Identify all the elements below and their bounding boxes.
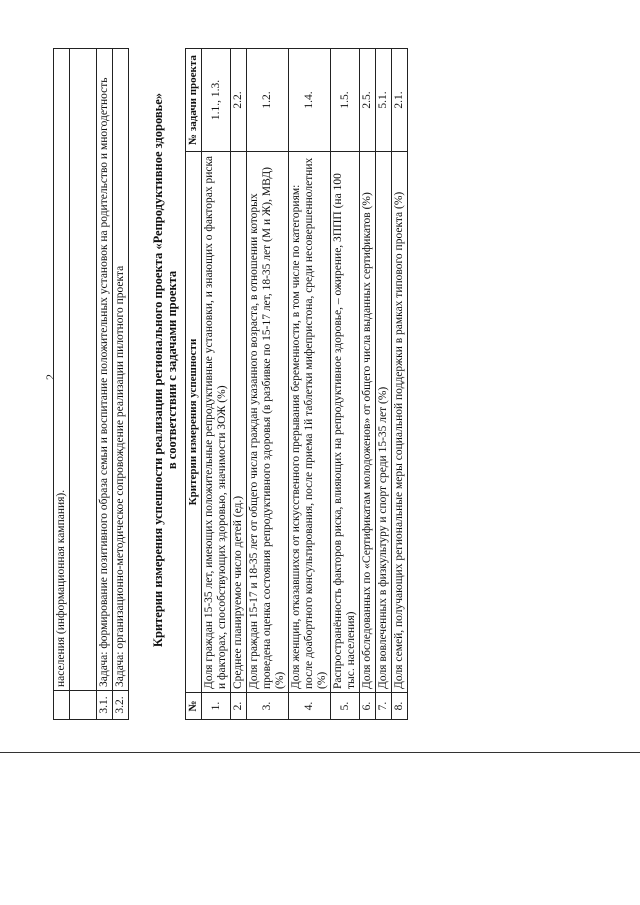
task-cell: 5.1. (376, 49, 392, 152)
criteria-cell: Распространённость факторов риска, влияющих на репродуктивное здоровье, – ожирение, ЗППП (на 100 тыс. населения) (331, 152, 360, 693)
task-cell: 1.1., 1.3. (202, 49, 231, 152)
table-row: 7. Доля вовлеченных в физкультуру и спорт среди 15-35 лет (%) 5.1. (376, 49, 392, 720)
table-row (54, 49, 70, 720)
criteria-cell: Доля семей, получающих региональные меры социальной поддержки в рамках типового проекта (%) (392, 152, 408, 693)
criteria-cell: Доля женщин, отказавшихся от искусственного прерывания беременности, в том числе по категориям: после доабортного консультирования, после приема 1й таблетки мифепристона, среди несовершеннолетних (%) (289, 152, 331, 693)
criteria-cell: Доля граждан 15-35 лет, имеющих положительные репродуктивные установки, и знающих о факторах риска и факторах, способствующих здоровью, значимости ЗОЖ (%) (202, 152, 231, 693)
page-number: 2 (43, 374, 57, 380)
task-text: Задача: формирование позитивного образа семьи и воспитание положительных установок на родительство и многодетность (97, 49, 113, 691)
table-row: 5. Распространённость факторов риска, влияющих на репродуктивное здоровье, – ожирение, ЗППП (на 100 тыс. населения) 1.5. (331, 49, 360, 720)
task-text: Задача: организационно-методическое сопровождение реализации пилотного проекта (113, 49, 129, 691)
table-row (70, 49, 97, 720)
criteria-cell: Среднее планируемое число детей (ед.) (231, 152, 247, 693)
criteria-table (185, 48, 408, 720)
table-row: 1. Доля граждан 15-35 лет, имеющих положительные репродуктивные установки, и знающих о факторах риска и факторах, способствующих здоровью, значимости ЗОЖ (%) 1.1., 1.3. (202, 49, 231, 720)
table-row: 6. Доля обследованных по «Сертификатам молодоженов» от общего числа выданных сертификатов (%) 2.5. (360, 49, 376, 720)
task-cell: 2.1. (392, 49, 408, 152)
table-row: 4. Доля женщин, отказавшихся от искусственного прерывания беременности, в том числе по категориям: после доабортного консультирования, после приема 1й таблетки мифепристона, среди несовершеннолетних (%) 1.4. (289, 49, 331, 720)
table-row: 3. Доля граждан 15-17 и 18-35 лет от общего числа граждан указанного возраста, в отношении которых проведена оценка состояния репродуктивного здоровья (в разбивке по 15-17 лет, 18-35 лет (М и Ж), МВД) (%) 1.2. (247, 49, 289, 720)
criteria-cell: Доля граждан 15-17 и 18-35 лет от общего числа граждан указанного возраста, в отношении которых проведена оценка состояния репродуктивного здоровья (в разбивке по 15-17 лет, 18-35 лет (М и Ж), МВД) (%) (247, 152, 289, 693)
col-num-header: № (186, 693, 202, 720)
table-header-row (186, 49, 202, 720)
rotated-page (45, 10, 615, 730)
table-cell (70, 49, 97, 691)
task-cell: 1.4. (289, 49, 331, 152)
section-heading: Критерии измерения успешности реализации регионального проекта «Репродуктивное здоровье» (151, 92, 165, 648)
section-subheading: в соответствии с задачами проекта (165, 270, 179, 470)
table-row: 8. Доля семей, получающих региональные меры социальной поддержки в рамках типового проекта (%) 2.1. (392, 49, 408, 720)
criteria-cell: Доля вовлеченных в физкультуру и спорт среди 15-35 лет (%) (376, 152, 392, 693)
task-cell: 1.5. (331, 49, 360, 152)
task-number: 3.1. (97, 691, 113, 720)
top-table (53, 48, 129, 720)
col-criteria-header: Критерии измерения успешности (186, 152, 202, 693)
task-cell: 1.2. (247, 49, 289, 152)
page-separator-line (0, 752, 640, 753)
table-cell: населения (информационная кампания). (54, 49, 70, 691)
task-cell: 2.5. (360, 49, 376, 152)
col-task-header: № задачи проекта (186, 49, 202, 152)
criteria-cell: Доля обследованных по «Сертификатам молодоженов» от общего числа выданных сертификатов (%) (360, 152, 376, 693)
task-cell: 2.2. (231, 49, 247, 152)
table-row (113, 49, 129, 720)
table-row: 2. Среднее планируемое число детей (ед.) 2.2. (231, 49, 247, 720)
task-number: 3.2. (113, 691, 129, 720)
table-row (97, 49, 113, 720)
